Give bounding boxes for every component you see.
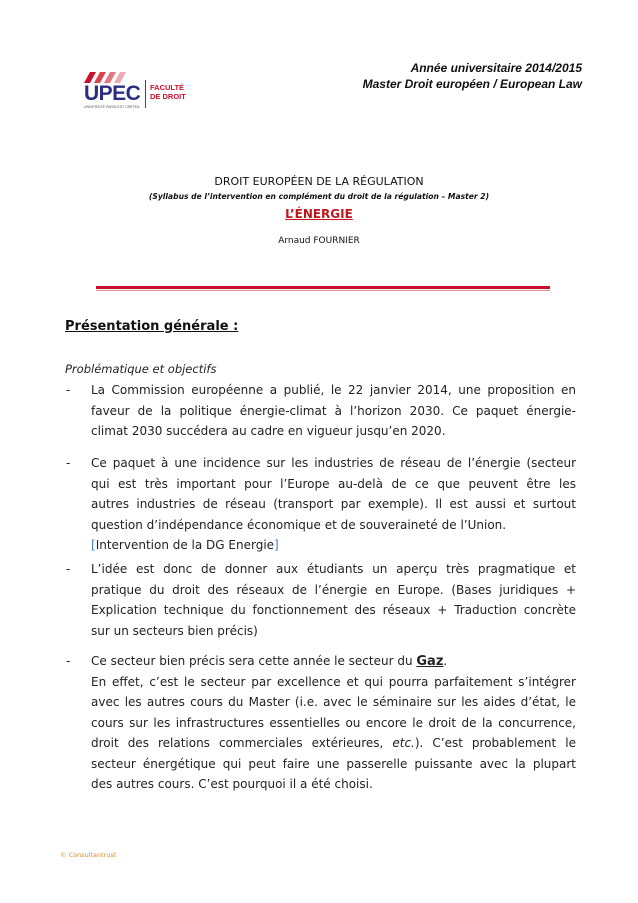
list-item [91, 453, 576, 556]
logo-faculty-line2: DE DROIT [150, 92, 186, 101]
bullet-dash: - [66, 654, 71, 668]
text-line: autres industries de réseau (transport par exemple). Il est aussi et surtout [91, 497, 576, 511]
bullet-dash: - [66, 562, 71, 576]
gaz-sentence-start: Ce secteur bien précis sera cette année le secteur du [91, 654, 417, 668]
bracket-close: ] [274, 538, 279, 552]
topic-title: L’ÉNERGIE [285, 207, 353, 221]
title-divider [96, 286, 550, 289]
text-line: faveur de la politique énergie-climat à l’horizon 2030. Ce paquet énergie- [91, 403, 576, 418]
gaz-keyword: Gaz [416, 654, 444, 669]
list-item [91, 651, 576, 795]
text-line [91, 733, 576, 754]
bullet-dash: - [66, 383, 71, 397]
bracket-text: Intervention de la DG Energie [95, 538, 275, 552]
text-line: sur un secteurs bien précis) [91, 623, 258, 638]
text-line: L’idée est donc de donner aux étudiants un aperçu très pragmatique et [91, 562, 576, 576]
upec-logo [76, 72, 206, 112]
logo-divider [145, 80, 146, 108]
logo-subtitle: UNIVERSITÉ PARIS-EST CRÉTEIL [84, 105, 140, 109]
program-name: Master Droit européen / European Law [362, 77, 582, 91]
title-divider-shadow [96, 290, 550, 291]
section-title: Présentation générale : [65, 319, 239, 334]
author-name: Arnaud FOURNIER [278, 236, 360, 246]
text-line: cours sur les infrastructures essentielles ou encore le droit de la concurrence, [91, 715, 576, 730]
text-line: pratique du droit des réseaux de l’énergie en Europe. (Bases juridiques + [91, 582, 576, 597]
text-line [91, 651, 576, 672]
text-line: question d’indépendance économique et de souveraineté de l’Union. [91, 517, 507, 532]
gaz-sentence-end: . [443, 654, 448, 668]
text-line: avec les autres cours du Master (i.e. avec le séminaire sur les aides d’état, le [91, 695, 576, 709]
logo-faculty-line1: FACULTÉ [150, 83, 185, 92]
text-line: qui est très important pour l’Europe au-delà de ce que peuvent être les [91, 476, 576, 491]
bracket-open: [ [91, 538, 96, 552]
etc-line-start: droit des relations commerciales extérieures, [91, 736, 393, 750]
list-item [91, 559, 576, 641]
list-item [91, 380, 576, 442]
text-line: Ce paquet à une incidence sur les industries de réseau de l’énergie (secteur [91, 456, 576, 470]
text-line: des autres cours. C’est pourquoi il a été choisi. [91, 777, 373, 791]
text-line: En effet, c’est le secteur par excellence et qui pourra parfaitement s’intégrer [91, 674, 576, 689]
course-title: DROIT EUROPÉEN DE LA RÉGULATION [214, 175, 424, 188]
text-line: La Commission européenne a publié, le 22 janvier 2014, une proposition en [91, 383, 576, 397]
etc-italic: etc. [392, 736, 415, 750]
logo-faculty [150, 83, 186, 101]
syllabus-subtitle: (Syllabus de l’intervention en complément du droit de la régulation – Master 2) [148, 192, 490, 201]
text-line: Explication technique du fonctionnement des réseaux + Traduction concrète [91, 603, 576, 617]
logo-brand: UPEC [84, 82, 141, 105]
bullet-dash: - [66, 456, 71, 470]
footer-copyright: © Consultantrust [60, 851, 117, 859]
text-line: climat 2030 succédera au cadre en vigueur jusqu’en 2020. [91, 424, 446, 438]
academic-year: Année universitaire 2014/2015 [410, 61, 582, 75]
text-line: secteur énergétique qui peut faire une passerelle puissante avec la plupart [91, 756, 576, 771]
etc-line-end: ). C’est probablement le [414, 736, 576, 750]
bracket-note [91, 535, 576, 556]
subheading: Problématique et objectifs [65, 362, 217, 376]
